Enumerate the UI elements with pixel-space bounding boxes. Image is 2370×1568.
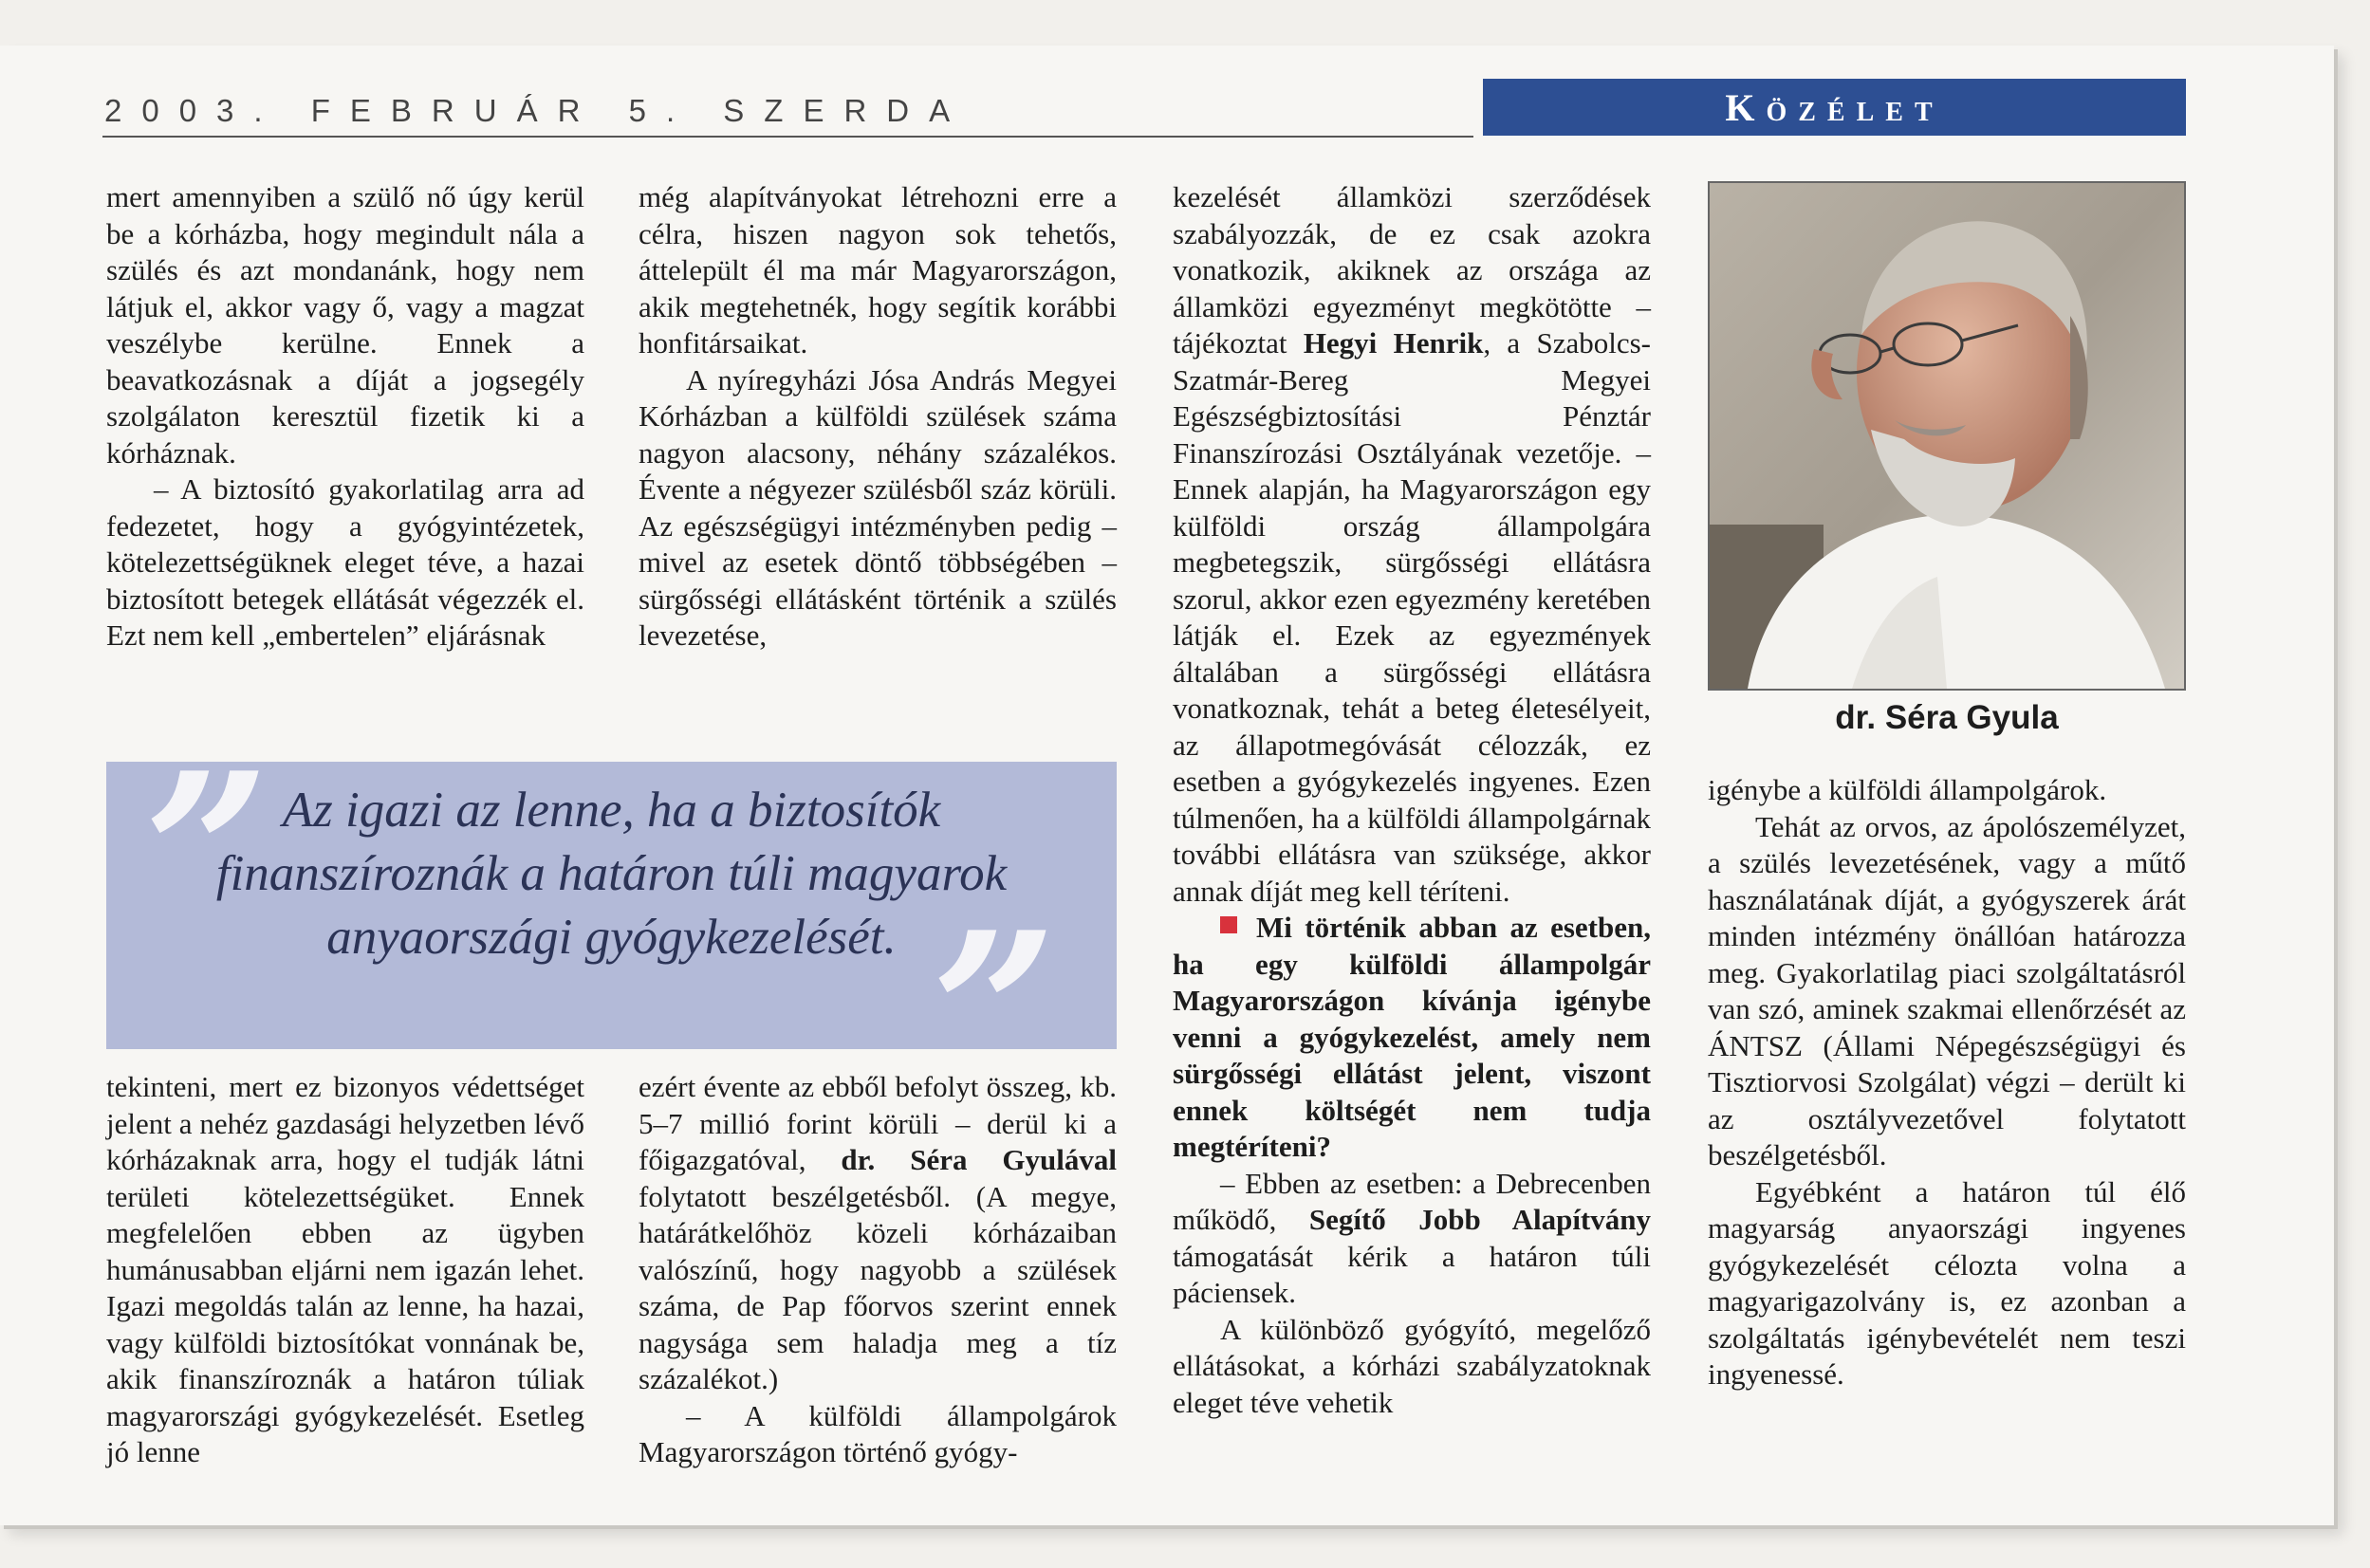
column-3 [1173, 179, 1651, 1421]
paragraph [639, 1069, 1117, 1398]
organization-name: Segítő Jobb Alapítvány [1308, 1203, 1651, 1236]
paragraph: Egyébként a határon túl élő magyarság anyaországi ingyenes gyógykezelését célozta volna a magyarigazolvány is, ez azonban a szolgáltatás igénybevételét nem teszi ingyenessé. [1708, 1174, 2186, 1391]
paragraph: A nyíregyházi Jósa András Megyei Kórházban a külföldi szülések száma nagyon alacsony, néhány százalékos. Évente a négyezer szülésből száz körüli. Az egészségügyi intézményben pedig – mivel az esetek döntő többségében – sürgősségi ellátásként történik a szülés levezetése, [639, 362, 1117, 652]
column-1-top [106, 179, 584, 655]
column-2-bottom [639, 1069, 1117, 1471]
dateline: 2003. FEBRUÁR 5. SZERDA [104, 93, 971, 128]
paragraph: még alapítványokat létrehozni erre a célra, hiszen nagyon sok tehetős, áttelepült él ma már Magyarországon, akik megtehetnék, hogy segítik korábbi honfitársaikat. [639, 180, 1117, 360]
section-banner [1483, 79, 2186, 136]
pull-quote-text: Az igazi az lenne, ha a biztosítók finanszíroznák a határon túli magyarok anyaországi gyógykezelését. [215, 783, 1008, 965]
close-quote-icon: ” [932, 885, 1058, 1141]
bullet-square-icon [1220, 916, 1237, 933]
paragraph: – A biztosító gyakorlatilag arra ad fedezetet, hogy a gyógyintézetek, kötelezettségüknek eleget téve, a hazai biztosított betegek ellátását végezzék el. Ezt nem kell „embertelen” eljárásnak [106, 472, 584, 652]
column-1-bottom [106, 1069, 584, 1471]
portrait-photo-icon [1710, 183, 2184, 689]
portrait-photo [1708, 181, 2186, 691]
paragraph: – A külföldi állampolgárok Magyarországon történő gyógy- [639, 1398, 1117, 1468]
text-run: ezért évente az ebből befolyt összeg, kb. 5–7 millió forint körüli – derül ki a főigazgatóval, [639, 1070, 1117, 1176]
text-run: kezelését államközi szerződések szabályozzák, de ez csak azokra vonatkozik, akiknek az országa az államközi egyezményt megkötötte – tájékoztat [1173, 180, 1651, 360]
text-run: , a Szabolcs-Szatmár-Bereg Megyei Egészségbiztosítási Pénztár Finanszírozási Osztályának vezetője. – Ennek alapján, ha Magyarországon egy külföldi ország állampolgára megbetegszik, sürgősségi ellátásra szorul, akkor ezen egyezmény keretében látják el. Ezek az egyezmények általában a sürgősségi ellátásra vonatkoznak, tehát a beteg életesélyeit, az állapotmegóvását célozzák, ez esetben a gyógykezelés ingyenes. Ezen túlmenően, ha a külföldi állampolgárnak további ellátásra van szüksége, akkor annak díját meg kell téríteni. [1173, 326, 1651, 908]
interview-question [1173, 910, 1651, 1166]
paragraph [1173, 179, 1651, 910]
column-2-top [639, 179, 1117, 655]
text-run: – Ebben az esetben: a Debrecenben működő, [1173, 1166, 1651, 1236]
paragraph [1173, 1166, 1651, 1312]
photo-caption: dr. Séra Gyula [1835, 699, 2059, 736]
text-run: folytatott beszélgetésből. (A megye, határátkelőhöz közeli kórházaiban valószínű, hogy nagyobb a szülések száma, de Pap főorvos szerint ennek nagysága sem haladja meg a tíz százalékot.) [639, 1179, 1117, 1395]
paragraph: tekinteni, mert ez bizonyos védettséget jelent a nehéz gazdasági helyzetben lévő kórházaknak arra, hogy el tudják látni területi kötelezettségüket. Ennek megfelelően ebben az ügyben humánusabban eljárni nem igazán lehet. Igazi megoldás talán az lenne, ha hazai, vagy külföldi biztosítókat vonnának be, akik finanszíroznák a határon túliak magyarországi gyógykezelését. Esetleg jó lenne [106, 1070, 584, 1468]
paragraph: A különböző gyógyító, megelőző ellátásokat, a kórházi szabályzatoknak eleget téve vehetik [1173, 1312, 1651, 1419]
header-rule [102, 136, 1473, 138]
paragraph: mert amennyiben a szülő nő úgy kerül be a kórházba, hogy megindult nála a szülés és azt mondanánk, hogy nem látjuk el, akkor vagy ő, vagy a magzat veszélybe kerülne. Ennek a beavatkozásnak a díját a jogsegély szolgálaton keresztül fizetik ki a kórháznak. [106, 180, 584, 470]
question-text: Mi történik abban az esetben, ha egy külföldi állampolgár Magyarországon kívánja igénybe venni a gyógykezelést, amely nem sürgősségi ellátást jelent, viszont ennek költségét nem tudja megtéríteni? [1173, 911, 1651, 1163]
section-title: Közélet [1725, 85, 1944, 129]
person-name: Hegyi Henrik [1303, 326, 1484, 360]
column-4 [1708, 772, 2186, 1393]
paragraph: Tehát az orvos, az ápolószemélyzet, a szülés levezetésének, vagy a műtő használatának díját, a gyógyszerek árát minden intézmény önállóan határozza meg. Gyakorlatilag piaci szolgáltatásról van szó, aminek szakmai ellenőrzését az ÁNTSZ (Állami Népegészségügyi és Tisztiorvosi Szolgálat) végzi – derült ki az osztályvezetővel folytatott beszélgetésből. [1708, 809, 2186, 1171]
paragraph: igénybe a külföldi állampolgárok. [1708, 773, 2107, 806]
person-name: dr. Séra Gyulával [841, 1143, 1117, 1176]
open-quote-icon: ” [144, 726, 270, 982]
text-run: támogatását kérik a határon túli páciensek. [1173, 1239, 1651, 1309]
